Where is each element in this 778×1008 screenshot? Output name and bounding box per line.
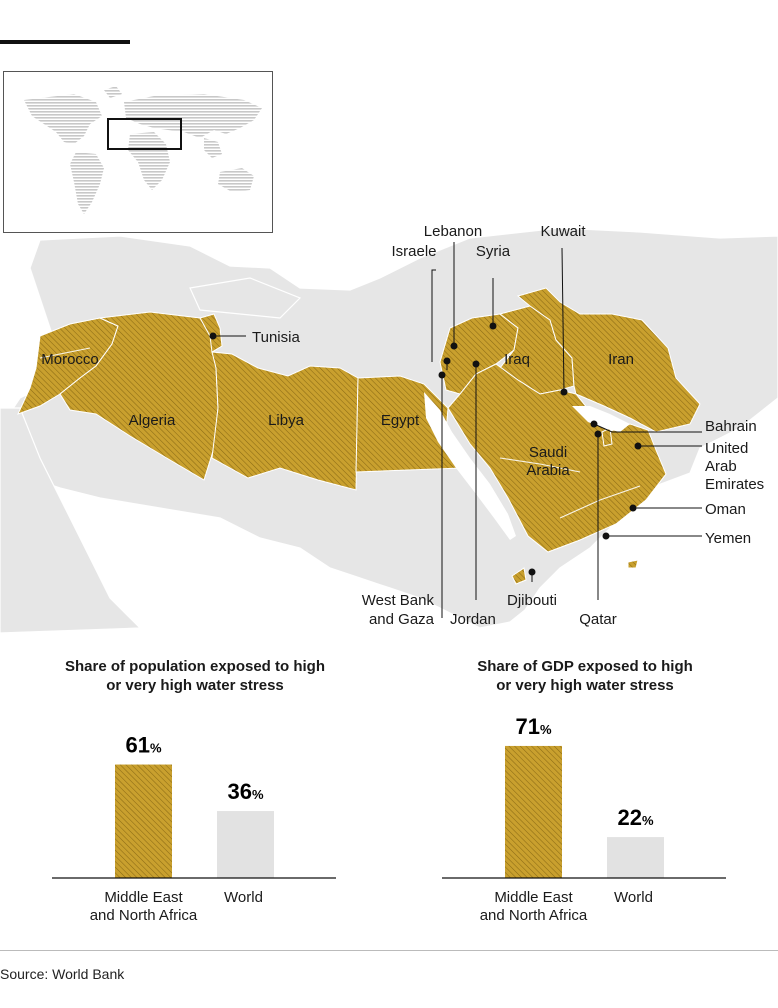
chart2-category-label: Middle East — [494, 889, 573, 906]
label-yemen: Yemen — [705, 530, 752, 547]
label-tunisia: Tunisia — [252, 329, 300, 346]
chart2-title-line2: or very high water stress — [496, 677, 674, 694]
label-iraq: Iraq — [504, 351, 530, 368]
chart1-bar-mena — [115, 765, 172, 878]
label-qatar: Qatar — [579, 611, 617, 628]
chart1-category-label: Middle East — [104, 889, 183, 906]
label-oman: Oman — [705, 501, 746, 518]
chart2-bar-mena — [505, 746, 562, 878]
chart2-category-label: and North Africa — [479, 907, 588, 924]
label-uae-line2: Arab — [705, 458, 737, 475]
chart2-category-label: World — [614, 889, 653, 906]
label-israele: Israele — [391, 243, 437, 260]
label-jordan: Jordan — [450, 611, 496, 628]
label-egypt: Egypt — [380, 412, 420, 429]
chart1-bar-world — [217, 811, 274, 878]
chart2-value-label-mena: 71% — [515, 713, 552, 739]
label-uae-line1: United — [705, 440, 749, 457]
label-west-bank-line1: West Bank — [361, 592, 434, 609]
label-saudi-line2: Arabia — [526, 462, 570, 479]
label-libya: Libya — [268, 412, 304, 429]
label-saudi-line1: Saudi — [528, 444, 568, 461]
label-syria: Syria — [475, 243, 511, 260]
label-lebanon: Lebanon — [423, 223, 483, 240]
chart1-value-label-mena: 61% — [125, 732, 162, 758]
source-divider — [0, 950, 778, 951]
chart1-title-line2: or very high water stress — [106, 677, 284, 694]
chart1-category-label: World — [224, 889, 263, 906]
chart2-title-line1: Share of GDP exposed to high — [477, 658, 693, 675]
label-djibouti: Djibouti — [506, 592, 558, 609]
label-kuwait: Kuwait — [540, 223, 586, 240]
label-morocco: Morocco — [41, 351, 99, 368]
source-note: Source: World Bank — [0, 966, 125, 982]
chart1-value-label-world: 36% — [227, 779, 264, 805]
label-iran: Iran — [608, 351, 634, 368]
chart1-title-line1: Share of population exposed to high — [64, 658, 325, 675]
label-uae-line3: Emirates — [705, 476, 765, 493]
label-west-bank-line2: and Gaza — [368, 611, 434, 628]
chart1-category-label: and North Africa — [89, 907, 198, 924]
label-algeria: Algeria — [128, 412, 176, 429]
chart2-value-label-world: 22% — [617, 805, 654, 831]
chart2-bar-world — [607, 837, 664, 878]
label-bahrain: Bahrain — [705, 418, 757, 435]
